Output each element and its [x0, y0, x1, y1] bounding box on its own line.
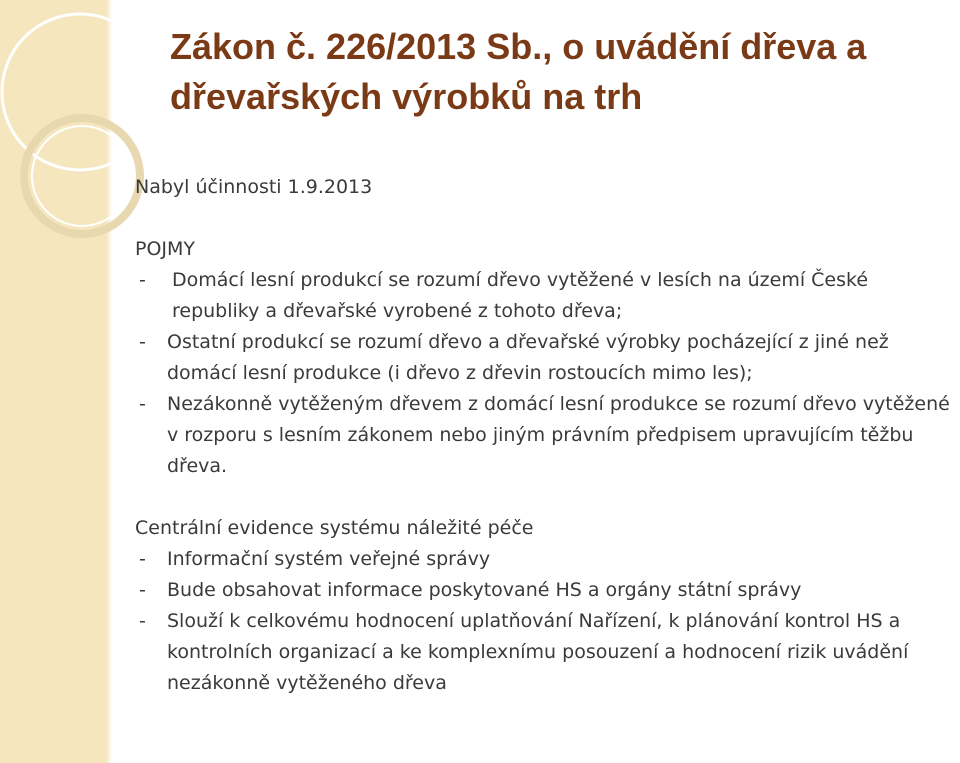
section2-item-2 [135, 575, 955, 606]
deco-circle-inner [32, 126, 132, 226]
item-text: Ostatní produkcí se rozumí dřevo a dřevařské výrobky pocházející z jiné než domácí lesní produkce (i dřevo z dřevin rostoucích mimo les); [167, 331, 889, 384]
spacer [135, 482, 955, 513]
bullet-dash: - [139, 610, 146, 632]
item-text: Nezákonně vytěženým dřevem z domácí lesní produkce se rozumí dřevo vytěžené v rozporu s lesním zákonem nebo jiným právním předpisem upravujícím těžbu dřeva. [167, 393, 950, 477]
item-text: Bude obsahovat informace poskytované HS a orgány státní správy [167, 579, 802, 601]
slide-content [135, 172, 955, 699]
section1-item-1 [135, 265, 955, 327]
bullet-dash: - [139, 331, 146, 353]
item-text: Domácí lesní produkcí se rozumí dřevo vytěžené v lesích na území České republiky a dřevařské vyrobené z tohoto dřeva; [172, 269, 869, 322]
bullet-dash: - [139, 548, 146, 570]
section1-item-2 [135, 327, 955, 389]
bullet-dash: - [139, 579, 146, 601]
deco-circle-medium [24, 118, 140, 234]
spacer [135, 203, 955, 234]
effective-date: Nabyl účinnosti 1.9.2013 [135, 176, 373, 198]
section1-heading: POJMY [135, 238, 196, 260]
bullet-dash: - [139, 393, 146, 415]
bullet-dash: - [139, 269, 146, 291]
item-text: Informační systém veřejné správy [167, 548, 491, 570]
section1-item-3 [135, 389, 955, 482]
slide-title: Zákon č. 226/2013 Sb., o uvádění dřeva a dřevařských výrobků na trh [170, 26, 867, 117]
section2-item-1 [135, 544, 955, 575]
item-text: Slouží k celkovému hodnocení uplatňování Nařízení, k plánování kontrol HS a kontrolních organizací a ke komplexnímu posouzení a hodnocení rizik uvádění nezákonně vytěženého dřeva [167, 610, 909, 694]
section2-heading: Centrální evidence systému náležité péče [135, 517, 534, 539]
section2-item-3 [135, 606, 955, 699]
